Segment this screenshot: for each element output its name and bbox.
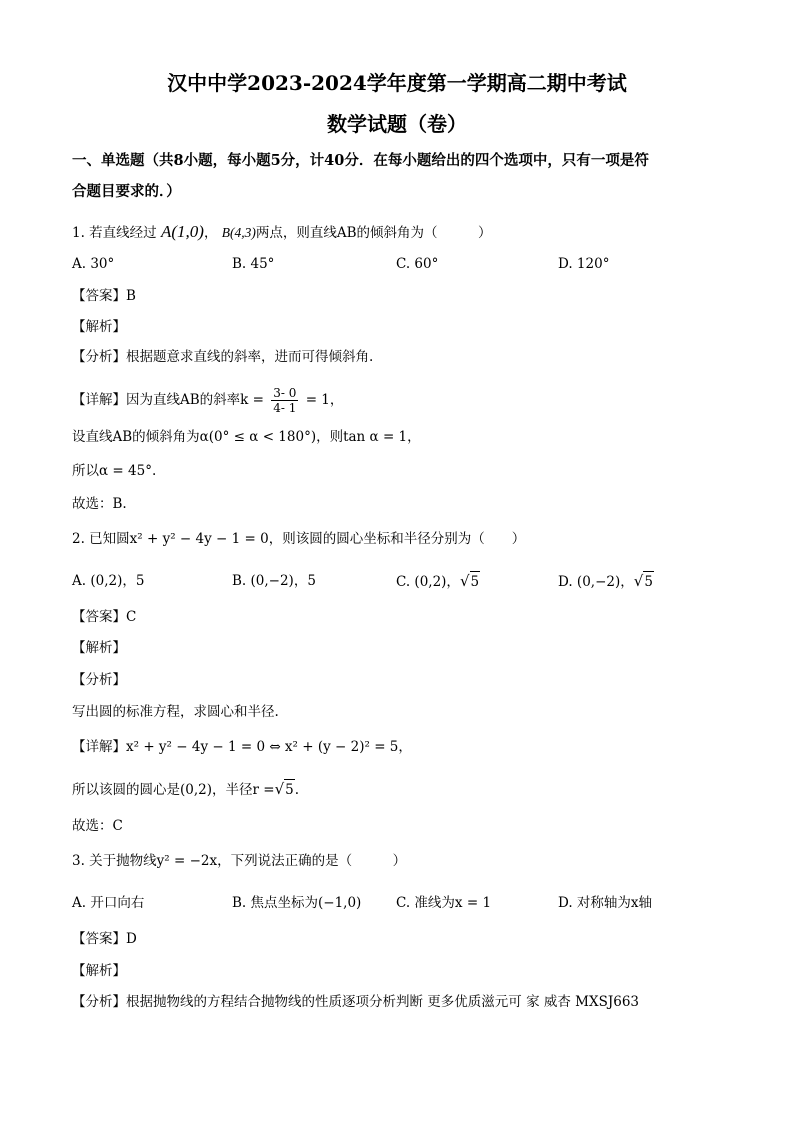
q2-option-d: D. (0,−2)，√5 bbox=[558, 572, 653, 590]
q3-stem: 3. 关于抛物线y² = −2x，下列说法正确的是（ ） bbox=[72, 853, 407, 869]
q1-point-b: B(4,3) bbox=[221, 225, 256, 240]
q2-so-line: 所以该圆的圆心是(0,2)，半径r =√5. bbox=[72, 780, 300, 798]
q1-answer: 【答案】B bbox=[72, 288, 136, 304]
q2-answer: 【答案】C bbox=[72, 609, 137, 625]
q2-option-d-text: D. (0,−2)， bbox=[558, 574, 634, 590]
q2-radius-sqrt: 5 bbox=[284, 779, 295, 800]
q1-detail bbox=[72, 382, 343, 418]
q3-option-a: A. 开口向右 bbox=[72, 895, 145, 911]
q1-stem-post: 两点，则直线AB的倾斜角为（ ） bbox=[255, 225, 492, 241]
q2-option-d-sqrt: 5 bbox=[643, 571, 654, 592]
q1-point-a: A(1,0) bbox=[160, 222, 204, 241]
q3-answer: 【答案】D bbox=[72, 931, 137, 947]
q3-fenxi: 【分析】根据抛物线的方程结合抛物线的性质逐项分析判断 更多优质滋元可 家 威杏 MXSJ663 bbox=[72, 994, 640, 1010]
q1-so-line: 所以α = 45°. bbox=[72, 463, 157, 479]
q2-choose: 故选：C bbox=[72, 818, 123, 834]
q2-option-b: B. (0,−2)，5 bbox=[232, 573, 316, 589]
q1-option-b: B. 45° bbox=[232, 256, 275, 272]
q1-choose: 故选：B. bbox=[72, 496, 127, 512]
exam-title: 汉中中学2023-2024学年度第一学期高二期中考试 bbox=[167, 71, 627, 95]
q3-option-c: C. 准线为x = 1 bbox=[396, 895, 492, 911]
q1-stem-pre: 1. 若直线经过 bbox=[72, 225, 157, 241]
q2-stem: 2. 已知圆x² + y² − 4y − 1 = 0，则该圆的圆心坐标和半径分别为（ ） bbox=[72, 531, 526, 547]
q1-detail-post: = 1， bbox=[305, 392, 344, 408]
q2-fenxi-label: 【分析】 bbox=[72, 672, 126, 688]
q1-alpha-line: 设直线AB的倾斜角为α(0° ≤ α < 180°)，则tan α = 1， bbox=[72, 429, 421, 445]
q3-analysis-label: 【解析】 bbox=[72, 963, 126, 979]
q1-analysis-label: 【解析】 bbox=[72, 319, 126, 335]
q2-option-a: A. (0,2)，5 bbox=[72, 573, 145, 589]
q2-option-c-sqrt: 5 bbox=[470, 571, 481, 592]
q2-option-c-text: C. (0,2)， bbox=[396, 574, 460, 590]
q1-fraction-numerator: 3- 0 bbox=[273, 386, 297, 400]
q2-option-c: C. (0,2)，√5 bbox=[396, 572, 480, 590]
section-heading-line-1: 一、单选题（共8小题，每小题5分，计40分．在每小题给出的四个选项中，只有一项是符 bbox=[72, 152, 649, 169]
q1-fraction-denominator: 4- 1 bbox=[273, 401, 297, 415]
q1-slope-fraction bbox=[271, 386, 298, 415]
q1-fenxi: 【分析】根据题意求直线的斜率，进而可得倾斜角. bbox=[72, 349, 374, 365]
q1-option-c: C. 60° bbox=[396, 256, 439, 272]
q1-detail-pre: 【详解】因为直线AB的斜率k = bbox=[72, 392, 264, 408]
q2-fenxi-text: 写出圆的标准方程，求圆心和半径. bbox=[72, 704, 279, 720]
q3-option-d: D. 对称轴为x轴 bbox=[558, 895, 653, 911]
q1-stem: 1. 若直线经过 A(1,0)， B(4,3)两点，则直线AB的倾斜角为（ ） bbox=[72, 222, 492, 241]
section-heading-line-2: 合题目要求的．） bbox=[72, 183, 181, 200]
q1-option-d: D. 120° bbox=[558, 256, 610, 272]
q2-detail: 【详解】x² + y² − 4y − 1 = 0 ⇔ x² + (y − 2)² = 5， bbox=[72, 739, 412, 755]
q1-option-a: A. 30° bbox=[72, 256, 115, 272]
q3-option-b: B. 焦点坐标为(−1,0) bbox=[232, 895, 362, 911]
q2-analysis-label: 【解析】 bbox=[72, 640, 126, 656]
q2-so-text: 所以该圆的圆心是(0,2)，半径r = bbox=[72, 782, 275, 798]
exam-subtitle: 数学试题（卷） bbox=[327, 112, 467, 136]
